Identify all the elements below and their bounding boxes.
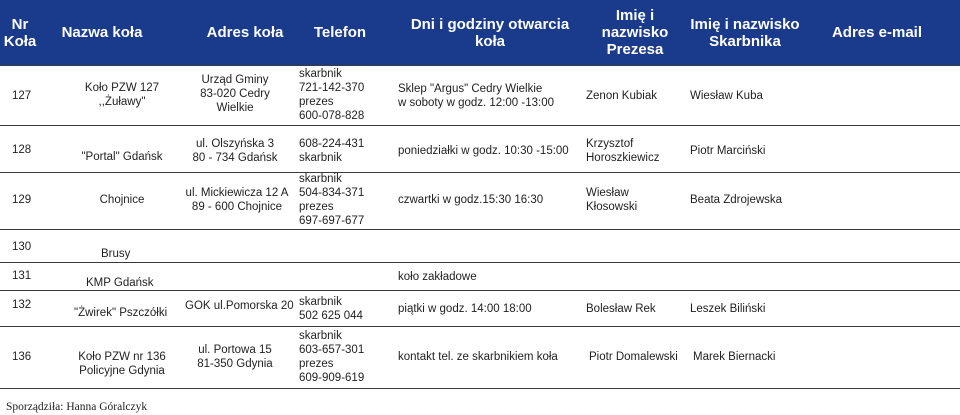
cell-nazwa: KMP Gdańsk <box>86 277 154 289</box>
cell-telefon <box>299 172 364 228</box>
cell-adres: GOK ul.Pomorska 20 <box>185 300 294 312</box>
cell-line: ul. Mickiewicza 12 A <box>185 187 289 199</box>
cell-line: 600-078-828 <box>299 110 365 122</box>
row-divider <box>0 125 960 126</box>
cell-line: 83-020 Cedry <box>200 88 270 100</box>
cell-line: Koło PZW 127 <box>84 82 160 94</box>
cell-nazwa <box>62 81 182 109</box>
cell-telefon <box>299 67 364 123</box>
cell-line: Wiesław <box>586 187 629 199</box>
cell-line: prezes <box>299 201 334 213</box>
header-dni-line2: koła <box>474 32 505 50</box>
cell-adres <box>182 186 292 214</box>
cell-skarbnik: Marek Biernacki <box>693 351 776 363</box>
row-divider <box>0 388 960 389</box>
cell-dni <box>398 82 554 110</box>
cell-line: Policyjne Gdynia <box>79 365 165 377</box>
cell-prezes <box>586 137 660 165</box>
header-prezes-line3: Prezesa <box>606 41 664 58</box>
cell-line: 603-657-301 <box>299 344 365 356</box>
cell-telefon <box>299 329 364 385</box>
cell-nr: 130 <box>12 241 32 253</box>
cell-line: Urząd Gminy <box>201 74 269 86</box>
cell-line: 80 - 734 Gdańsk <box>192 152 278 164</box>
cell-nr: 129 <box>12 194 32 206</box>
cell-line: skarbnik <box>299 152 342 164</box>
cell-prezes <box>586 186 637 214</box>
header-prezes-line1: Imię i <box>615 7 655 24</box>
cell-telefon <box>299 295 363 323</box>
cell-line: Krzysztof <box>586 138 634 150</box>
table-header <box>0 0 960 65</box>
cell-line: w soboty w godz. 12:00 -13:00 <box>398 97 554 109</box>
cell-dni: koło zakładowe <box>398 271 477 283</box>
cell-nr: 131 <box>12 270 32 282</box>
cell-line: Koło PZW nr 136 <box>78 351 166 363</box>
cell-skarbnik: Leszek Biliński <box>690 303 766 315</box>
cell-adres <box>185 343 285 371</box>
cell-line: prezes <box>299 358 334 370</box>
cell-nr: 132 <box>12 299 32 311</box>
cell-line: Wielkie <box>216 102 254 114</box>
cell-line: Kłosowski <box>586 201 638 213</box>
cell-nr: 127 <box>12 90 32 102</box>
header-skarbnik <box>685 0 805 65</box>
row-divider <box>0 172 960 173</box>
cell-line: skarbnik <box>299 173 342 185</box>
cell-nazwa: "Portal" Gdańsk <box>81 151 163 163</box>
cell-telefon <box>299 137 364 165</box>
cell-skarbnik: Piotr Marciński <box>690 145 766 157</box>
header-dni-line1: Dni i godziny otwarcia <box>410 15 570 33</box>
cell-dni: czwartki w godz.15:30 16:30 <box>398 194 544 206</box>
row-divider <box>0 262 960 263</box>
cell-line: Sklep "Argus" Cedry Wielkie <box>398 83 543 95</box>
row-divider <box>0 326 960 327</box>
cell-dni: kontakt tel. ze skarbnikiem koła <box>398 351 558 363</box>
cell-line: 504-834-371 <box>299 187 365 199</box>
header-prezes <box>585 0 685 65</box>
cell-nazwa <box>62 350 182 378</box>
header-telefon: Telefon <box>313 24 367 41</box>
cell-line: 697-697-677 <box>299 215 365 227</box>
header-nr-line2: Koła <box>3 32 37 50</box>
cell-line: 89 - 600 Chojnice <box>191 201 283 213</box>
cell-skarbnik: Beata Zdrojewska <box>690 194 783 206</box>
cell-dni: poniedziałki w godz. 10:30 -15:00 <box>398 145 569 157</box>
header-email: Adres e-mail <box>831 24 923 41</box>
cell-line: skarbnik <box>299 330 342 342</box>
cell-dni: piątki w godz. 14:00 18:00 <box>398 303 532 315</box>
cell-prezes: Piotr Domalewski <box>589 351 678 363</box>
cell-nazwa: Chojnice <box>99 194 145 206</box>
cell-nr: 136 <box>12 351 32 363</box>
cell-line: ul. Portowa 15 <box>198 344 272 356</box>
cell-skarbnik: Wiesław Kuba <box>690 90 763 102</box>
cell-line: ul. Olszyńska 3 <box>196 138 274 150</box>
cell-nr: 128 <box>12 144 32 156</box>
cell-line: 609-909-619 <box>299 372 365 384</box>
cell-nazwa: "Żwirek" Pszczółki <box>74 307 168 319</box>
header-adres: Adres koła <box>206 24 284 41</box>
cell-line: skarbnik <box>299 296 342 308</box>
cell-prezes: Zenon Kubiak <box>586 90 657 102</box>
header-nazwa: Nazwa koła <box>61 24 143 41</box>
row-divider <box>0 229 960 230</box>
cell-prezes: Bolesław Rek <box>586 303 656 315</box>
row-divider <box>0 290 960 291</box>
cell-adres <box>185 73 285 115</box>
cell-line: prezes <box>299 96 334 108</box>
cell-adres <box>185 137 285 165</box>
cell-line: 608-224-431 <box>299 138 365 150</box>
header-dni <box>395 0 585 65</box>
header-skarbnik-line1: Imię i nazwisko <box>690 15 800 33</box>
cell-line: skarbnik <box>299 68 342 80</box>
cell-line: Horoszkiewicz <box>586 152 660 164</box>
header-skarbnik-line2: Skarbnika <box>709 32 781 50</box>
footer-author: Sporządziła: Hanna Góralczyk <box>6 401 148 413</box>
cell-line: 502 625 044 <box>299 310 363 322</box>
cell-nazwa: Brusy <box>101 248 131 260</box>
cell-line: 81-350 Gdynia <box>197 358 273 370</box>
cell-line: 721-142-370 <box>299 82 365 94</box>
header-nr-line1: Nr <box>11 15 29 33</box>
header-prezes-line2: nazwisko <box>601 24 669 41</box>
cell-line: ,,Żuławy" <box>98 96 146 108</box>
header-nr <box>0 0 40 65</box>
row-divider <box>0 65 960 66</box>
